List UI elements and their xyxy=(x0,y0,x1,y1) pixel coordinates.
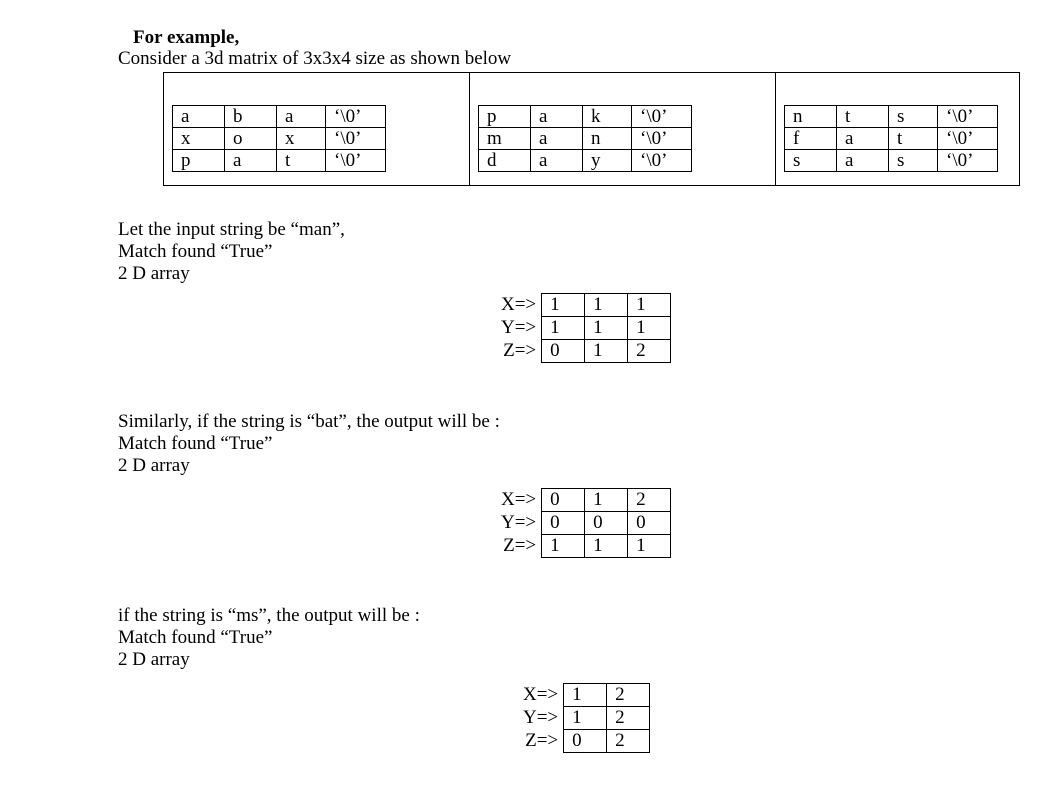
matrix-layer-1 xyxy=(478,105,692,172)
table-row xyxy=(523,684,650,707)
matrix-cell: s xyxy=(889,106,938,128)
example-3-line-2: Match found “True” xyxy=(118,627,273,648)
matrix-cell: f xyxy=(785,128,837,150)
intro-text: Consider a 3d matrix of 3x3x4 size as shown below xyxy=(118,48,512,69)
table-row xyxy=(479,106,692,128)
array-cell: 0 xyxy=(542,340,585,363)
matrix-cell: a xyxy=(531,128,583,150)
array-cell: 2 xyxy=(607,684,650,707)
array-cell: 2 xyxy=(607,707,650,730)
array-cell: 1 xyxy=(628,317,671,340)
array-cell: 1 xyxy=(585,317,628,340)
array-cell: 1 xyxy=(542,294,585,317)
matrix-cell: n xyxy=(785,106,837,128)
array-cell: 0 xyxy=(628,512,671,535)
table-row xyxy=(501,340,671,363)
table-row xyxy=(785,106,998,128)
example-2-line-2: Match found “True” xyxy=(118,433,273,454)
section-heading: For example, xyxy=(133,27,240,48)
array-cell: 1 xyxy=(585,535,628,558)
array-label-x: X=> xyxy=(501,294,537,315)
matrix-cell: ‘\0’ xyxy=(938,106,998,128)
matrix-cell: ‘\0’ xyxy=(326,128,386,150)
matrix-cell: x xyxy=(173,128,225,150)
matrix-cell: s xyxy=(785,150,837,172)
matrix-cell: ‘\0’ xyxy=(938,150,998,172)
array-cell: 1 xyxy=(542,317,585,340)
array-label-x: X=> xyxy=(523,684,559,705)
array-cell: 1 xyxy=(564,684,607,707)
array-cell: 0 xyxy=(585,512,628,535)
example-2-line-3: 2 D array xyxy=(118,455,190,476)
table-row xyxy=(479,128,692,150)
matrix-cell: t xyxy=(889,128,938,150)
matrix-cell: ‘\0’ xyxy=(632,150,692,172)
matrix-cell: t xyxy=(837,106,889,128)
result-array-1 xyxy=(501,293,671,363)
array-cell: 2 xyxy=(628,489,671,512)
table-row xyxy=(785,150,998,172)
table-row xyxy=(785,128,998,150)
example-1-line-2: Match found “True” xyxy=(118,241,273,262)
table-row xyxy=(173,128,386,150)
array-cell: 0 xyxy=(564,730,607,753)
matrix-cell: ‘\0’ xyxy=(938,128,998,150)
array-label-z: Z=> xyxy=(503,340,537,361)
example-1-line-3: 2 D array xyxy=(118,263,190,284)
matrix-cell: d xyxy=(479,150,531,172)
matrix-cell: a xyxy=(837,128,889,150)
matrix-cell: m xyxy=(479,128,531,150)
matrix-cell: ‘\0’ xyxy=(326,106,386,128)
matrix-cell: ‘\0’ xyxy=(326,150,386,172)
table-row xyxy=(173,106,386,128)
matrix-cell: a xyxy=(531,106,583,128)
matrix-layer-2 xyxy=(784,105,998,172)
array-cell: 0 xyxy=(542,512,585,535)
matrix-cell: a xyxy=(837,150,889,172)
array-cell: 1 xyxy=(585,340,628,363)
array-label-y: Y=> xyxy=(501,512,537,533)
table-row xyxy=(501,535,671,558)
matrix-cell: o xyxy=(225,128,277,150)
example-3-line-1: if the string is “ms”, the output will be : xyxy=(118,605,420,626)
array-cell: 1 xyxy=(585,489,628,512)
layer-divider xyxy=(775,73,776,186)
array-cell: 1 xyxy=(628,535,671,558)
result-array-3 xyxy=(523,683,650,753)
matrix-cell: t xyxy=(277,150,326,172)
matrix-cell: p xyxy=(173,150,225,172)
example-2-line-1: Similarly, if the string is “bat”, the output will be : xyxy=(118,411,500,432)
array-label-x: X=> xyxy=(501,489,537,510)
table-row xyxy=(523,707,650,730)
array-cell: 2 xyxy=(607,730,650,753)
array-cell: 0 xyxy=(542,489,585,512)
table-row xyxy=(501,294,671,317)
matrix-cell: b xyxy=(225,106,277,128)
table-row xyxy=(479,150,692,172)
array-cell: 2 xyxy=(628,340,671,363)
result-array-2 xyxy=(501,488,671,558)
matrix-cell: k xyxy=(583,106,632,128)
example-3-line-3: 2 D array xyxy=(118,649,190,670)
matrix-cell: x xyxy=(277,128,326,150)
array-label-y: Y=> xyxy=(501,317,537,338)
table-row xyxy=(501,512,671,535)
matrix-layer-0 xyxy=(172,105,386,172)
array-label-z: Z=> xyxy=(525,730,559,751)
matrix-cell: a xyxy=(531,150,583,172)
array-label-y: Y=> xyxy=(523,707,559,728)
table-row xyxy=(173,150,386,172)
matrix-cell: a xyxy=(277,106,326,128)
matrix-cell: ‘\0’ xyxy=(632,128,692,150)
array-cell: 1 xyxy=(564,707,607,730)
array-label-z: Z=> xyxy=(503,535,537,556)
table-row xyxy=(523,730,650,753)
table-row xyxy=(501,317,671,340)
matrix-cell: a xyxy=(173,106,225,128)
matrix-cell: n xyxy=(583,128,632,150)
array-cell: 1 xyxy=(628,294,671,317)
matrix-cell: y xyxy=(583,150,632,172)
matrix-cell: s xyxy=(889,150,938,172)
array-cell: 1 xyxy=(585,294,628,317)
example-1-line-1: Let the input string be “man”, xyxy=(118,219,345,240)
table-row xyxy=(501,489,671,512)
matrix-cell: p xyxy=(479,106,531,128)
array-cell: 1 xyxy=(542,535,585,558)
matrix-cell: ‘\0’ xyxy=(632,106,692,128)
matrix-cell: a xyxy=(225,150,277,172)
layer-divider xyxy=(469,73,470,186)
